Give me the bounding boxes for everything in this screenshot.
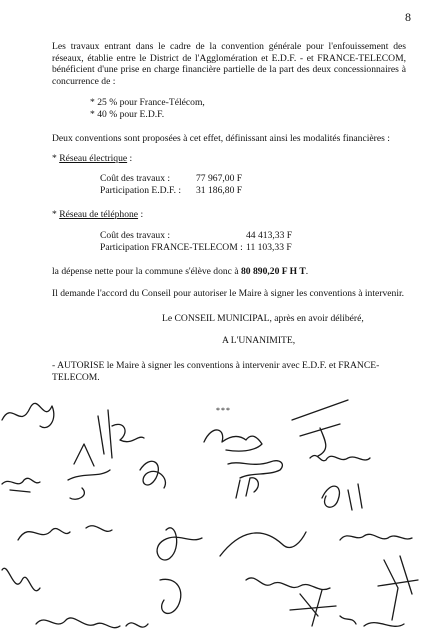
electric-heading-label: Réseau électrique bbox=[59, 153, 128, 164]
signature-4 bbox=[292, 400, 348, 456]
signature-22 bbox=[126, 623, 404, 628]
page-number: 8 bbox=[405, 10, 411, 24]
signature-11 bbox=[322, 484, 362, 510]
telephone-cost-label: Coût des travaux : bbox=[100, 230, 171, 241]
telephone-network-heading bbox=[52, 209, 143, 221]
share-france-telecom: * 25 % pour France-Télécom, bbox=[90, 97, 205, 108]
signature-21 bbox=[290, 590, 356, 626]
signature-8 bbox=[140, 461, 165, 488]
conventions-intro: Deux conventions sont proposées à cet effet, définissant ainsi les modalités financières : bbox=[52, 133, 390, 144]
electric-cost-value: 77 967,00 F bbox=[196, 173, 243, 184]
electric-participation-label: Participation E.D.F. : bbox=[100, 185, 182, 196]
electric-network-heading bbox=[52, 153, 132, 165]
electric-heading-suffix: : bbox=[127, 153, 133, 164]
signature-16 bbox=[2, 568, 40, 591]
signature-20 bbox=[36, 618, 120, 628]
share-edf: * 40 % pour E.D.F. bbox=[90, 109, 165, 120]
signature-17 bbox=[160, 579, 181, 613]
signature-14 bbox=[220, 532, 306, 556]
council-line: Le CONSEIL MUNICIPAL, après en avoir délibéré, bbox=[162, 313, 364, 324]
electric-participation-value: 31 186,80 F bbox=[196, 185, 243, 196]
telephone-heading-suffix: : bbox=[138, 209, 144, 220]
signature-6 bbox=[2, 478, 40, 492]
signature-19 bbox=[378, 556, 418, 620]
signature-1 bbox=[2, 403, 54, 427]
electric-cost-label: Coût des travaux : bbox=[100, 173, 171, 184]
electric-heading-prefix: * bbox=[52, 153, 60, 164]
telephone-cost-value: 44 413,33 F bbox=[246, 230, 293, 241]
net-expense-text: la dépense nette pour la commune s'élève donc à bbox=[52, 266, 241, 277]
signature-2 bbox=[98, 410, 144, 458]
net-expense-end: . bbox=[305, 266, 309, 277]
intro-paragraph: Les travaux entrant dans le cadre de la convention générale pour l'enfouissement des réseaux, établie entre le District de l'Agglomération et E.D.F. - et FRANCE-TELECOM, bénéficient d'une prise en charge financière partielle de la part des deux concessionnaires à concurrence de : bbox=[52, 41, 406, 87]
signature-15 bbox=[340, 534, 412, 540]
unanimity-line: A L'UNANIMITE, bbox=[222, 335, 296, 346]
signatures-block bbox=[0, 380, 425, 640]
signature-3 bbox=[204, 430, 262, 451]
telephone-participation-value: 11 103,33 F bbox=[246, 242, 292, 253]
telephone-heading-label: Réseau de téléphone bbox=[59, 209, 139, 220]
signature-13 bbox=[157, 528, 202, 560]
signature-5 bbox=[310, 455, 370, 460]
telephone-participation-label: Participation FRANCE-TELECOM : bbox=[100, 242, 243, 253]
signature-10 bbox=[236, 478, 258, 498]
decision-paragraph: - AUTORISE le Maire à signer les conventions à intervenir avec E.D.F. et FRANCE-TELECOM. bbox=[52, 360, 380, 383]
request-paragraph: Il demande l'accord du Conseil pour autoriser le Maire à signer les conventions à intervenir. bbox=[52, 288, 405, 299]
separator-stars: *** bbox=[216, 406, 231, 415]
signature-18 bbox=[246, 578, 330, 590]
net-expense-value: 80 890,20 F H T bbox=[241, 266, 306, 277]
signature-12 bbox=[18, 526, 112, 540]
signature-9 bbox=[228, 461, 282, 478]
telephone-heading-prefix: * bbox=[52, 209, 60, 220]
net-expense-line bbox=[52, 266, 308, 278]
